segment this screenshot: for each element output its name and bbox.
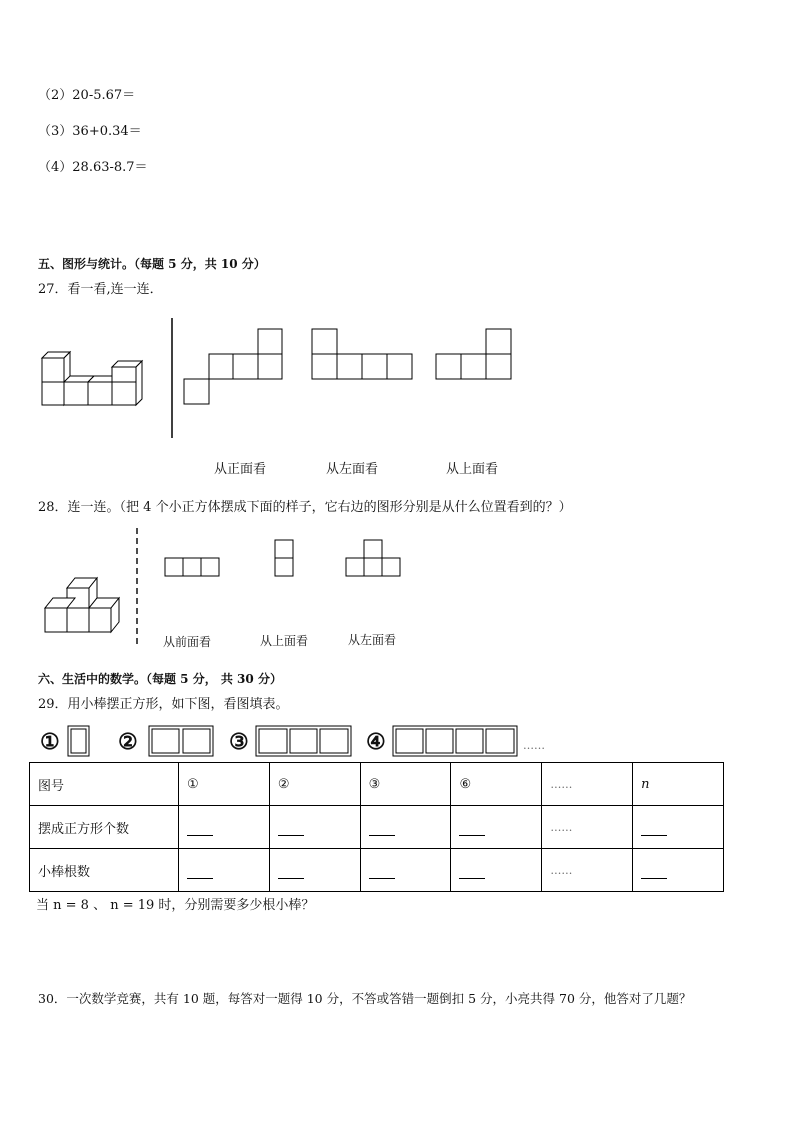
answer-blank[interactable] (360, 806, 451, 849)
header-cell: ⑥ (451, 763, 542, 806)
table-row (30, 849, 724, 892)
section-5-heading: 五、图形与统计。（每题 5 分，共 10 分） (38, 257, 266, 271)
q28-label-front: 从前面看 (163, 635, 212, 649)
equation-2: （2）20-5.67＝ (38, 88, 136, 103)
q28-view-2 (274, 539, 296, 579)
row-label: 小棒根数 (30, 849, 179, 892)
q28-cube-figure (45, 576, 129, 636)
header-cell: ① (179, 763, 270, 806)
q29-followup: 当 n = 8 、 n = 19 时，分别需要多少根小棒？ (36, 898, 315, 913)
matchstick-figure-4 (391, 724, 521, 758)
q28-view-3 (345, 539, 403, 579)
header-cell: n (633, 763, 724, 806)
q27-view-1 (183, 328, 283, 408)
q27-label-left: 从左面看 (326, 462, 379, 477)
equation-3: （3）36+0.34＝ (38, 124, 142, 139)
figure-number-1: ① (40, 729, 60, 755)
q27-view-2 (311, 328, 415, 384)
answer-blank[interactable] (179, 849, 270, 892)
header-cell: ② (269, 763, 360, 806)
figure-number-2: ② (118, 729, 138, 755)
table-row (30, 763, 724, 806)
answer-blank[interactable] (633, 806, 724, 849)
q27-cube-figure (42, 350, 162, 410)
ellipsis-cell: …… (542, 849, 633, 892)
matchstick-figure-3 (254, 724, 354, 758)
q29-text: 29．用小棒摆正方形，如下图，看图填表。 (38, 697, 289, 712)
header-cell: 图号 (30, 763, 179, 806)
answer-blank[interactable] (451, 849, 542, 892)
table-row (30, 806, 724, 849)
matchstick-figure-2 (147, 724, 217, 758)
q27-view-3 (435, 328, 515, 384)
q29-table (29, 762, 724, 892)
answer-blank[interactable] (633, 849, 724, 892)
q27-label-front: 从正面看 (214, 462, 267, 477)
answer-blank[interactable] (451, 806, 542, 849)
q28-divider (136, 528, 140, 646)
answer-blank[interactable] (269, 806, 360, 849)
row-label: 摆成正方形个数 (30, 806, 179, 849)
answer-blank[interactable] (269, 849, 360, 892)
q27-divider (171, 318, 175, 440)
q30-text: 30．一次数学竞赛，共有 10 题，每答对一题得 10 分，不答或答错一题倒扣 5 分，小亮共得 70 分，他答对了几题？ (38, 991, 692, 1006)
ellipsis-cell: …… (542, 806, 633, 849)
q28-view-1 (164, 557, 222, 579)
header-cell: …… (542, 763, 633, 806)
figure-ellipsis: …… (523, 739, 545, 752)
answer-blank[interactable] (360, 849, 451, 892)
q28-label-left: 从左面看 (348, 633, 397, 647)
answer-blank[interactable] (179, 806, 270, 849)
q28-label-top: 从上面看 (260, 634, 309, 648)
q27-text: 27．看一看,连一连． (38, 282, 163, 297)
figure-number-3: ③ (229, 729, 249, 755)
header-cell: ③ (360, 763, 451, 806)
section-6-heading: 六、生活中的数学。（每题 5 分， 共 30 分） (38, 672, 282, 686)
matchstick-figure-1 (66, 724, 92, 758)
q28-text: 28．连一连。（把 4 个小正方体摆成下面的样子，它右边的图形分别是从什么位置看到的？） (38, 500, 572, 515)
q27-label-top: 从上面看 (446, 462, 499, 477)
equation-4: （4）28.63-8.7＝ (38, 160, 148, 175)
figure-number-4: ④ (366, 729, 386, 755)
